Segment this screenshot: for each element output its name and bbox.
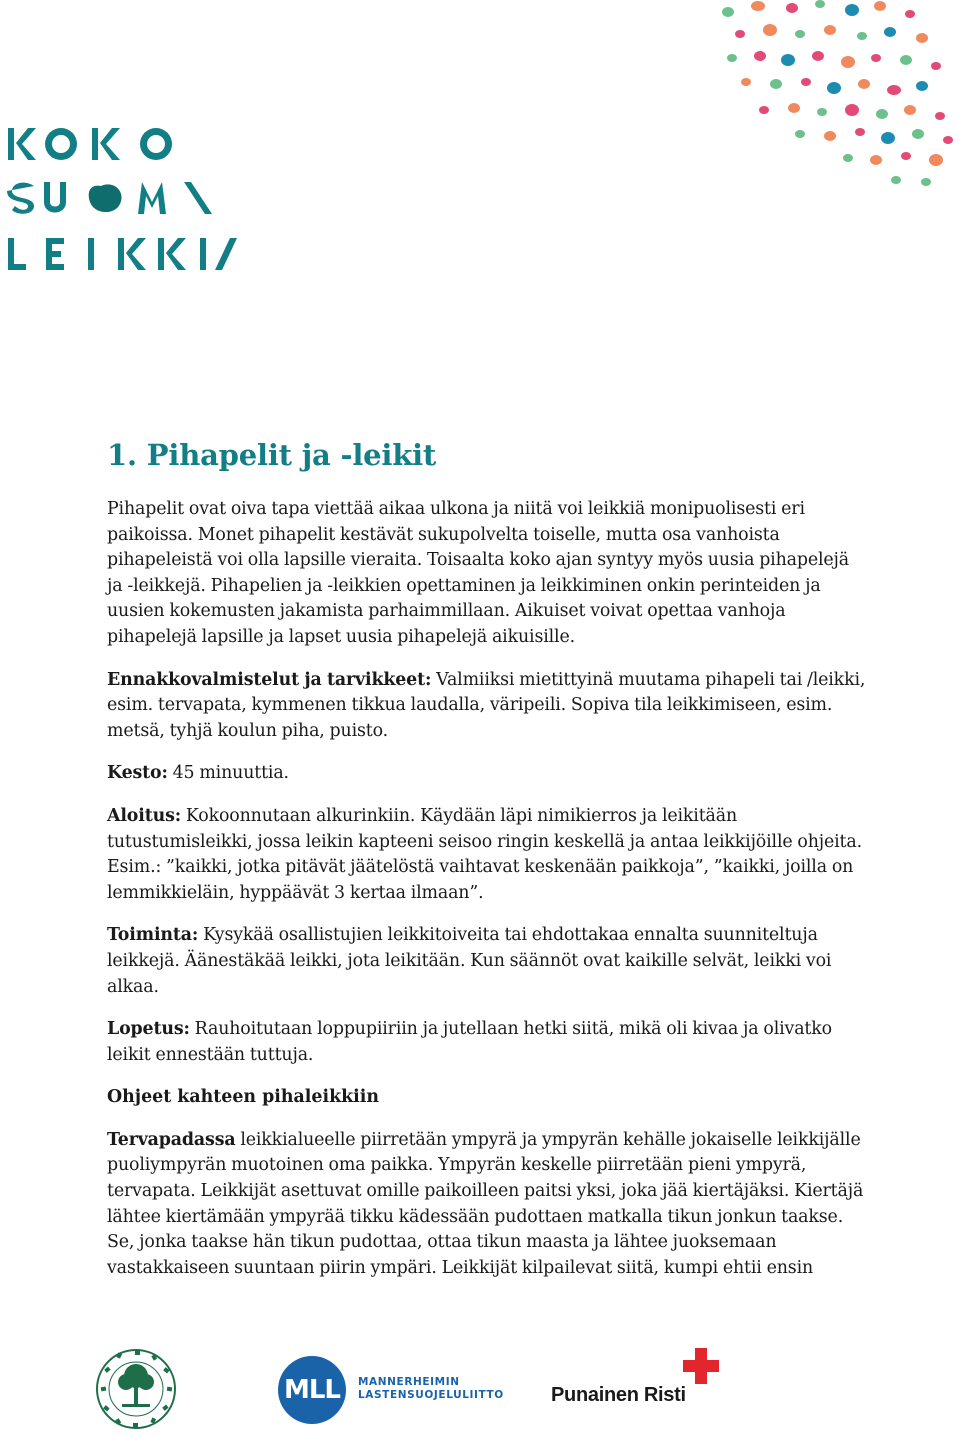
tervapata-text: leikkialueelle piirretään ympyrä ja ympyrän kehälle jokaiselle leikkijälle puoliympyrän muotoinen oma paikka. Ympyrän keskelle piirretään pieni ympyrä, tervapata. Leikkijät asettuvat omille paikoilleen paitsi yksi, joka jää kiertäjäksi. Kiertäjä lähtee kiertämään ympyrää tikku kädessään pudottaen matkalla tikun jonkun taakse. Se, jonka taakse hän tikun pudottaa, ottaa tikun maasta ja lähtee juoksemaan vastakkaiseen suuntaan piirin ympäri. Leikkijät kilpailevat siitä, kumpi ehtii ensin bbox=[107, 1129, 864, 1278]
mll-name-line1: MANNERHEIMIN bbox=[358, 1376, 460, 1388]
koko-suomi-leikkii-logo bbox=[6, 124, 246, 274]
mll-logo bbox=[278, 1356, 508, 1428]
ending-paragraph bbox=[107, 1017, 867, 1068]
article bbox=[107, 436, 867, 1298]
preparation-paragraph bbox=[107, 668, 867, 745]
start-text: Kokoonnutaan alkurinkiin. Käydään läpi nimikierros ja leikitään tutustumisleikki, jossa leikin kapteeni seisoo ringin keskellä ja antaa leikkijöille ohjeita. Esim.: ”kaikki, jotka pitävät jäätelöstä vaihtavat keskenään paikkoja”, ”kaikki, joilla on lemmikkieläin, hyppäävät 3 kertaa ilmaan”. bbox=[107, 805, 862, 903]
preparation-label: Ennakkovalmistelut ja tarvikkeet: bbox=[107, 669, 432, 690]
mll-name-line2: LASTENSUOJELULIITTO bbox=[358, 1389, 504, 1401]
preparation-text: Valmiiksi mietittyinä muutama pihapeli tai /leikki, esim. tervapata, kymmenen tikkua laudalla, väripeili. Sopiva tila leikkimiseen, esim. metsä, tyhjä koulun piha, puisto. bbox=[107, 669, 866, 741]
duration-label: Kesto: bbox=[107, 763, 168, 784]
tervapata-paragraph bbox=[107, 1128, 867, 1282]
activity-paragraph bbox=[107, 923, 867, 1000]
mll-emblem: MLL bbox=[278, 1356, 346, 1424]
activity-text: Kysykää osallistujien leikkitoiveita tai ehdottakaa ennalta suunniteltuja leikkejä. Äänestäkää leikki, jota leikitään. Kun säännöt ovat kaikille selvät, leikki voi alkaa. bbox=[107, 925, 832, 997]
duration-paragraph bbox=[107, 761, 867, 787]
start-label: Aloitus: bbox=[107, 805, 181, 826]
confetti-dots-icon bbox=[700, 0, 960, 200]
suomen-kulttuurirahasto-logo bbox=[95, 1348, 177, 1430]
duration-text: 45 minuuttia. bbox=[167, 763, 289, 784]
punainen-risti-logo bbox=[551, 1348, 731, 1418]
red-cross-icon bbox=[683, 1348, 719, 1384]
ending-label: Lopetus: bbox=[107, 1019, 190, 1040]
ending-text: Rauhoitutaan loppupiiriin ja jutellaan hetki siitä, mikä oli kivaa ja olivatko leikit ennestään tuttuja. bbox=[107, 1019, 832, 1065]
tervapata-label: Tervapadassa bbox=[107, 1129, 236, 1150]
red-cross-name: Punainen Risti bbox=[551, 1384, 686, 1406]
intro-paragraph: Pihapelit ovat oiva tapa viettää aikaa ulkona ja niitä voi leikkiä monipuolisesti eri paikoissa. Monet pihapelit kestävät sukupolvelta toiselle, mutta osa vanhoista pihapeleistä voi olla lapsille vieraita. Toisaalta koko ajan syntyy myös uusia pihapelejä ja -leikkejä. Pihapelien ja -leikkien opettaminen ja leikkiminen onkin perinteiden ja uusien kokemusten jakamista parhaimmillaan. Aikuiset voivat opettaa vanhoja pihapelejä lapsille ja lapset uusia pihapelejä aikuisille. bbox=[107, 499, 849, 647]
start-paragraph bbox=[107, 804, 867, 906]
page-title: 1. Pihapelit ja -leikit bbox=[107, 438, 437, 472]
footer-logos bbox=[0, 1340, 960, 1436]
mll-name bbox=[358, 1376, 504, 1402]
activity-label: Toiminta: bbox=[107, 925, 199, 946]
instructions-heading: Ohjeet kahteen pihaleikkiin bbox=[107, 1087, 380, 1108]
